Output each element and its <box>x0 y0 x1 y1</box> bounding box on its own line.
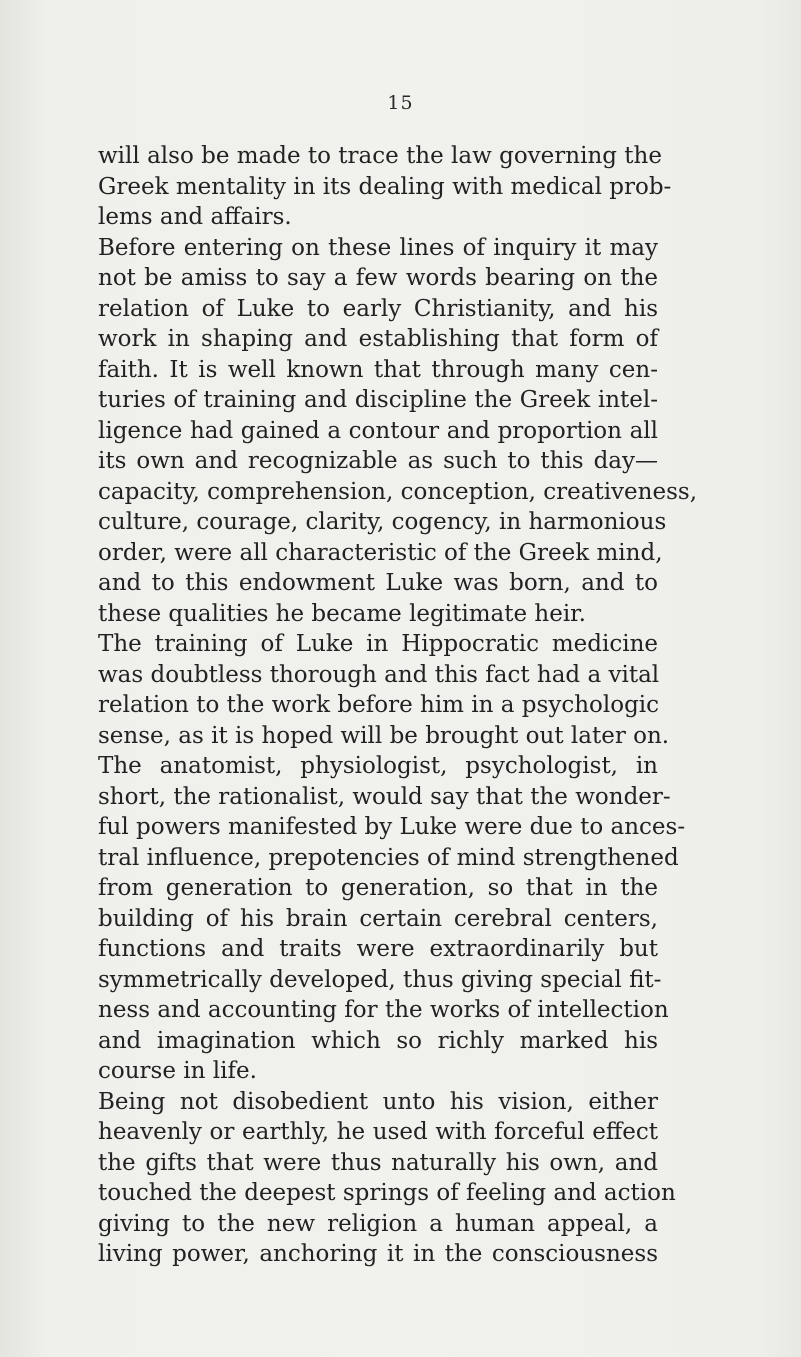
text-line: was doubtless thorough and this fact had a vital <box>98 661 660 688</box>
text-line: living power, anchoring it in the consciousness <box>98 1241 658 1267</box>
body-text <box>98 141 697 1270</box>
text-line: ness and accounting for the works of intellection <box>98 997 669 1023</box>
text-line: and to this endowment Luke was born, and to <box>98 570 658 596</box>
text-line: lems and affairs. <box>98 204 292 230</box>
text-line: relation to the work before him in a psychologic <box>98 692 660 718</box>
text-line: not be amiss to say a few words bearing on the <box>98 265 658 291</box>
text-line: sense, as it is hoped will be brought out later on. <box>98 722 670 749</box>
text-line: order, were all characteristic of the Greek mind, <box>98 539 663 566</box>
text-line: giving to the new religion a human appeal, a <box>98 1210 658 1237</box>
text-line: tral influence, prepotencies of mind strengthened <box>98 844 679 871</box>
text-line: relation of Luke to early Christianity, and his <box>98 295 658 322</box>
text-line: short, the rationalist, would say that the wonder- <box>98 783 671 810</box>
text-line: capacity, comprehension, conception, creativeness, <box>98 478 697 505</box>
text-line: work in shaping and establishing that form of <box>98 326 658 352</box>
text-line: functions and traits were extraordinarily but <box>98 936 658 962</box>
text-line: these qualities he became legitimate heir. <box>98 600 586 627</box>
text-line: its own and recognizable as such to this day— <box>98 448 658 474</box>
text-line: culture, courage, clarity, cogency, in harmonious <box>98 509 667 535</box>
page-number: 15 <box>387 92 414 114</box>
text-line: faith. It is well known that through many cen- <box>98 356 658 383</box>
text-line: symmetrically developed, thus giving special fit- <box>98 966 662 993</box>
text-line: ful powers manifested by Luke were due to ances- <box>98 814 686 840</box>
text-line: and imagination which so richly marked his <box>98 1027 658 1054</box>
text-line: from generation to generation, so that in the <box>98 875 658 901</box>
text-line: Greek mentality in its dealing with medical prob- <box>98 173 672 200</box>
text-line: The anatomist, physiologist, psychologist, in <box>98 753 658 779</box>
text-line: touched the deepest springs of feeling and action <box>98 1180 676 1206</box>
text-line: the gifts that were thus naturally his own, and <box>98 1149 658 1176</box>
text-line: Being not disobedient unto his vision, either <box>98 1088 658 1115</box>
text-line: ligence had gained a contour and proportion all <box>98 417 658 444</box>
text-line: heavenly or earthly, he used with forceful effect <box>98 1119 658 1145</box>
text-line: turies of training and discipline the Greek intel- <box>98 387 658 413</box>
text-line: The training of Luke in Hippocratic medicine <box>98 631 658 657</box>
text-line: course in life. <box>98 1058 257 1084</box>
text-line: will also be made to trace the law governing the <box>98 143 662 169</box>
text-line: Before entering on these lines of inquiry it may <box>98 234 658 261</box>
text-line: building of his brain certain cerebral centers, <box>98 905 658 932</box>
